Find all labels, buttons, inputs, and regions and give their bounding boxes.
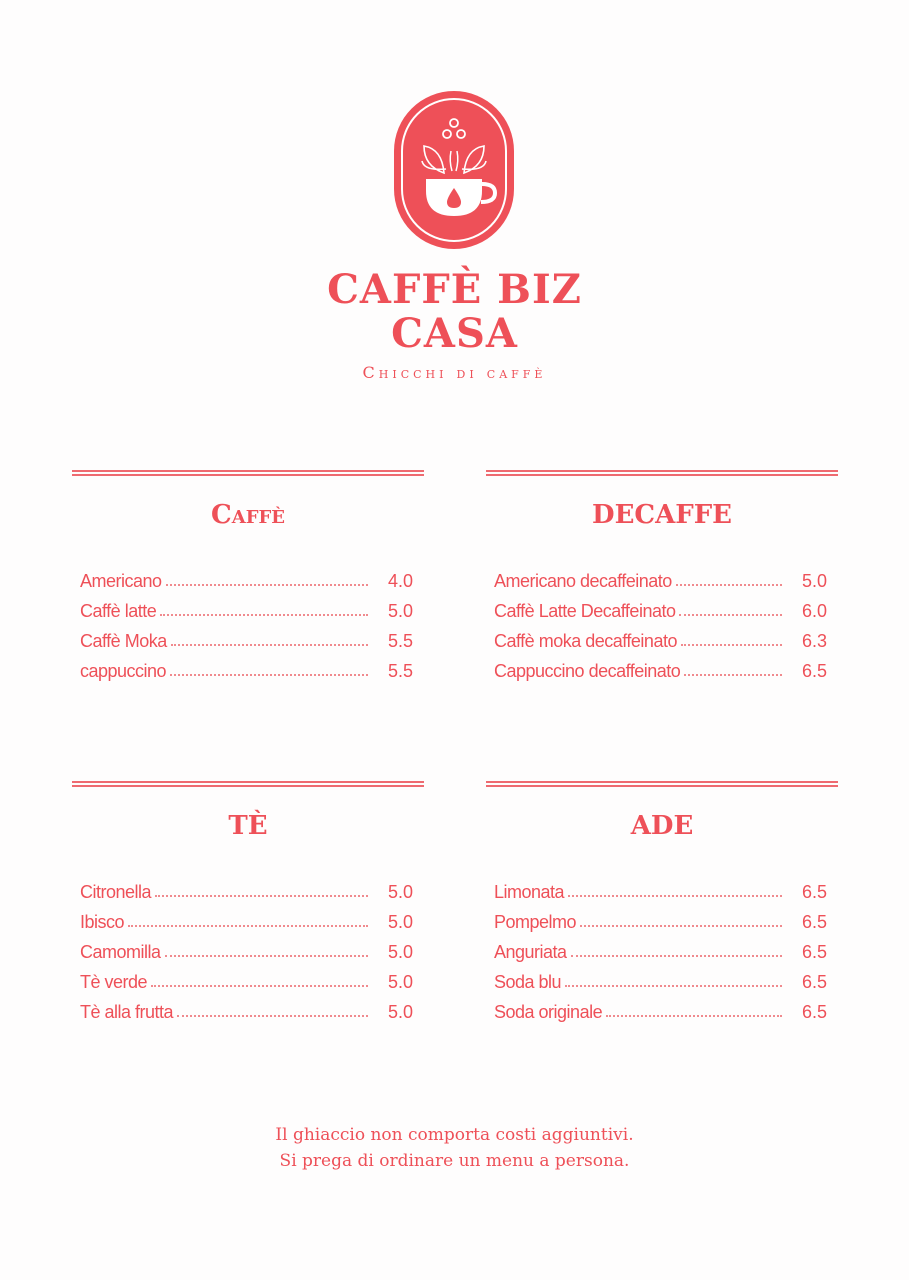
menu-item — [80, 562, 424, 592]
dotted-leader — [166, 584, 368, 586]
section-title: ADE — [630, 811, 694, 841]
dotted-leader — [679, 614, 782, 616]
dotted-leader — [684, 674, 782, 676]
item-name: Camomilla — [80, 942, 161, 962]
item-name: Americano decaffeinato — [494, 571, 672, 591]
item-price: 5.0 — [388, 972, 414, 992]
item-name: Caffè Moka — [80, 631, 167, 651]
item-name: Cappuccino decaffeinato — [494, 661, 681, 681]
item-name: Caffè latte — [80, 601, 157, 621]
brand-name-line1: CAFFÈ BIZ — [327, 266, 582, 313]
item-price: 6.5 — [802, 1002, 828, 1022]
item-name: Caffè Latte Decaffeinato — [494, 601, 676, 621]
dotted-leader — [165, 955, 368, 957]
item-name: cappuccino — [80, 661, 167, 681]
menu-item — [494, 652, 838, 682]
footer-line-2: Si prega di ordinare un menu a persona. — [279, 1151, 630, 1171]
item-name: Ibisco — [80, 912, 125, 932]
item-price: 6.5 — [802, 942, 828, 962]
menu-item — [80, 622, 424, 652]
item-price: 6.5 — [802, 882, 828, 902]
dotted-leader — [676, 584, 782, 586]
item-name: Americano — [80, 571, 162, 591]
menu-item — [80, 592, 424, 622]
menu-item — [80, 933, 424, 963]
dotted-leader — [568, 895, 782, 897]
item-name: Soda blu — [494, 972, 562, 992]
item-price: 6.3 — [802, 631, 828, 651]
item-price: 6.5 — [802, 972, 828, 992]
section-divider — [486, 781, 838, 787]
item-name: Limonata — [494, 882, 565, 902]
menu-item — [494, 903, 838, 933]
dotted-leader — [571, 955, 782, 957]
menu-item — [80, 963, 424, 993]
menu-item — [494, 562, 838, 592]
item-price: 4.0 — [388, 571, 414, 591]
item-price: 6.5 — [802, 912, 828, 932]
menu-item — [494, 873, 838, 903]
menu-section — [486, 781, 838, 1023]
menu-section — [72, 470, 424, 682]
dotted-leader — [565, 985, 782, 987]
item-name: Anguriata — [494, 942, 567, 962]
item-name: Caffè moka decaffeinato — [494, 631, 677, 651]
brand-name-line2: CASA — [391, 310, 518, 357]
dotted-leader — [128, 925, 368, 927]
menu-item — [494, 592, 838, 622]
coffee-cup-logo-icon — [394, 91, 514, 249]
section-divider — [72, 470, 424, 476]
footer-note — [0, 1122, 909, 1174]
menu-section — [486, 470, 838, 682]
dotted-leader — [170, 674, 368, 676]
item-price: 5.5 — [388, 631, 414, 651]
dotted-leader — [171, 644, 368, 646]
item-price: 5.0 — [388, 1002, 414, 1022]
dotted-leader — [151, 985, 368, 987]
section-title: TÈ — [228, 811, 268, 841]
dotted-leader — [155, 895, 368, 897]
section-divider — [72, 781, 424, 787]
item-name: Soda originale — [494, 1002, 603, 1022]
menu-section — [72, 781, 424, 1023]
dotted-leader — [580, 925, 782, 927]
brand-tagline: Chicchi di caffè — [362, 363, 547, 382]
item-price: 5.0 — [388, 601, 414, 621]
item-price: 5.0 — [388, 912, 414, 932]
item-price: 5.5 — [388, 661, 414, 681]
item-price: 5.0 — [388, 882, 414, 902]
menu-item — [80, 652, 424, 682]
menu-item — [494, 622, 838, 652]
menu-item — [80, 993, 424, 1023]
item-price: 5.0 — [388, 942, 414, 962]
menu-item — [494, 993, 838, 1023]
dotted-leader — [160, 614, 368, 616]
item-price: 6.5 — [802, 661, 828, 681]
menu-item — [494, 933, 838, 963]
section-title: DECAFFE — [592, 500, 732, 530]
item-name: Pompelmo — [494, 912, 577, 932]
section-divider — [486, 470, 838, 476]
menu-item — [80, 903, 424, 933]
footer-line-1: Il ghiaccio non comporta costi aggiuntivi. — [275, 1125, 634, 1145]
menu-item — [80, 873, 424, 903]
section-title: Caffè — [211, 500, 285, 530]
item-price: 6.0 — [802, 601, 828, 621]
dotted-leader — [681, 644, 782, 646]
item-name: Citronella — [80, 882, 152, 902]
item-name: Tè alla frutta — [80, 1002, 174, 1022]
dotted-leader — [606, 1015, 782, 1017]
item-name: Tè verde — [80, 972, 148, 992]
dotted-leader — [177, 1015, 368, 1017]
menu-item — [494, 963, 838, 993]
item-price: 5.0 — [802, 571, 828, 591]
